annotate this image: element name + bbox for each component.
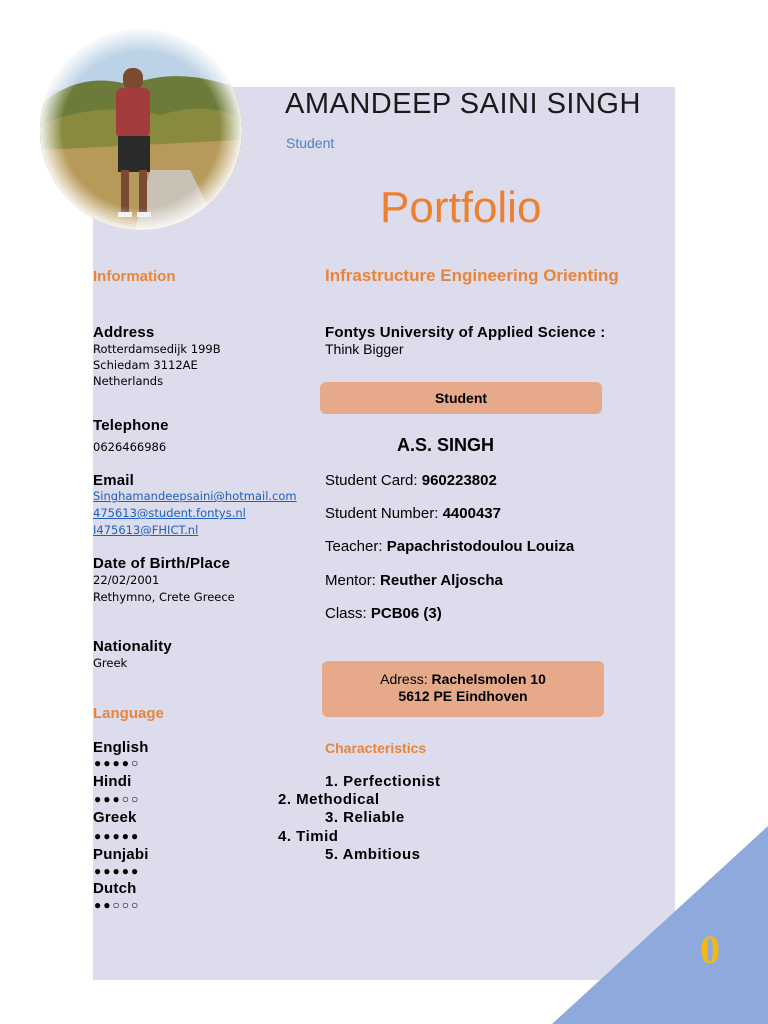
information-heading: Information	[93, 268, 176, 285]
dob-place: Rethymno, Crete Greece	[93, 590, 235, 604]
language-rating: ●●●●○	[94, 756, 141, 770]
language-heading: Language	[93, 705, 164, 722]
characteristic-item: 2. Methodical	[278, 791, 380, 808]
telephone-value: 0626466986	[93, 440, 167, 454]
address-line: Netherlands	[93, 374, 164, 388]
language-name: Punjabi	[93, 846, 149, 863]
field-label: Teacher:	[325, 538, 383, 555]
student-card-row	[325, 472, 497, 489]
characteristic-item: 3. Reliable	[325, 809, 405, 826]
email-label: Email	[93, 472, 135, 489]
student-number-row	[325, 505, 501, 522]
address-box	[322, 661, 604, 717]
profile-photo	[40, 30, 242, 230]
role-subtitle: Student	[286, 135, 335, 151]
language-name: Greek	[93, 809, 137, 826]
address-label: Address	[93, 324, 155, 341]
language-rating: ●●○○○	[94, 898, 141, 912]
full-name: AMANDEEP SAINI SINGH	[285, 88, 641, 120]
university-name: Fontys University of Applied Science :	[325, 324, 606, 341]
student-box: Student	[320, 382, 602, 414]
field-value: PCB06 (3)	[370, 605, 442, 622]
nationality-value: Greek	[93, 656, 128, 670]
language-rating: ●●●○○	[94, 792, 141, 806]
address-box-city: 5612 PE Eindhoven	[398, 688, 528, 704]
field-label: Student Number:	[325, 505, 439, 522]
field-label: Mentor:	[325, 572, 376, 589]
field-value: 4400437	[442, 505, 501, 522]
characteristics-heading: Characteristics	[325, 740, 427, 756]
address-line: Rotterdamsedijk 199B	[93, 342, 221, 356]
field-label: Student Card:	[325, 472, 418, 489]
language-name: English	[93, 739, 149, 756]
language-name: Dutch	[93, 880, 137, 897]
portfolio-title: Portfolio	[380, 183, 542, 232]
field-label: Class:	[325, 605, 367, 622]
email-link[interactable]: I475613@FHICT.nl	[93, 523, 199, 537]
mentor-row	[325, 572, 503, 589]
language-rating: ●●●●●	[94, 829, 141, 843]
teacher-row	[325, 538, 574, 555]
address-line: Schiedam 3112AE	[93, 358, 198, 372]
telephone-label: Telephone	[93, 417, 169, 434]
address-box-street: Rachelsmolen 10	[431, 671, 546, 687]
language-name: Hindi	[93, 773, 132, 790]
dob-label: Date of Birth/Place	[93, 555, 231, 572]
dob-date: 22/02/2001	[93, 573, 160, 587]
characteristic-item: 4. Timid	[278, 828, 339, 845]
language-rating: ●●●●●	[94, 864, 141, 878]
short-name: A.S. SINGH	[397, 435, 495, 455]
corner-triangle	[552, 826, 768, 1024]
page-number: 0	[700, 927, 720, 972]
characteristic-item: 1. Perfectionist	[325, 773, 441, 790]
field-value: Papachristodoulou Louiza	[386, 538, 575, 555]
class-row	[325, 605, 442, 622]
email-link[interactable]: Singhamandeepsaini@hotmail.com	[93, 489, 297, 503]
university-slogan: Think Bigger	[325, 341, 404, 357]
field-value: 960223802	[421, 472, 497, 489]
field-value: Reuther Aljoscha	[380, 572, 503, 589]
program-heading: Infrastructure Engineering Orienting	[325, 266, 619, 285]
email-link[interactable]: 475613@student.fontys.nl	[93, 506, 246, 520]
address-box-label: Adress:	[380, 671, 428, 687]
characteristic-item: 5. Ambitious	[325, 846, 421, 863]
nationality-label: Nationality	[93, 638, 172, 655]
